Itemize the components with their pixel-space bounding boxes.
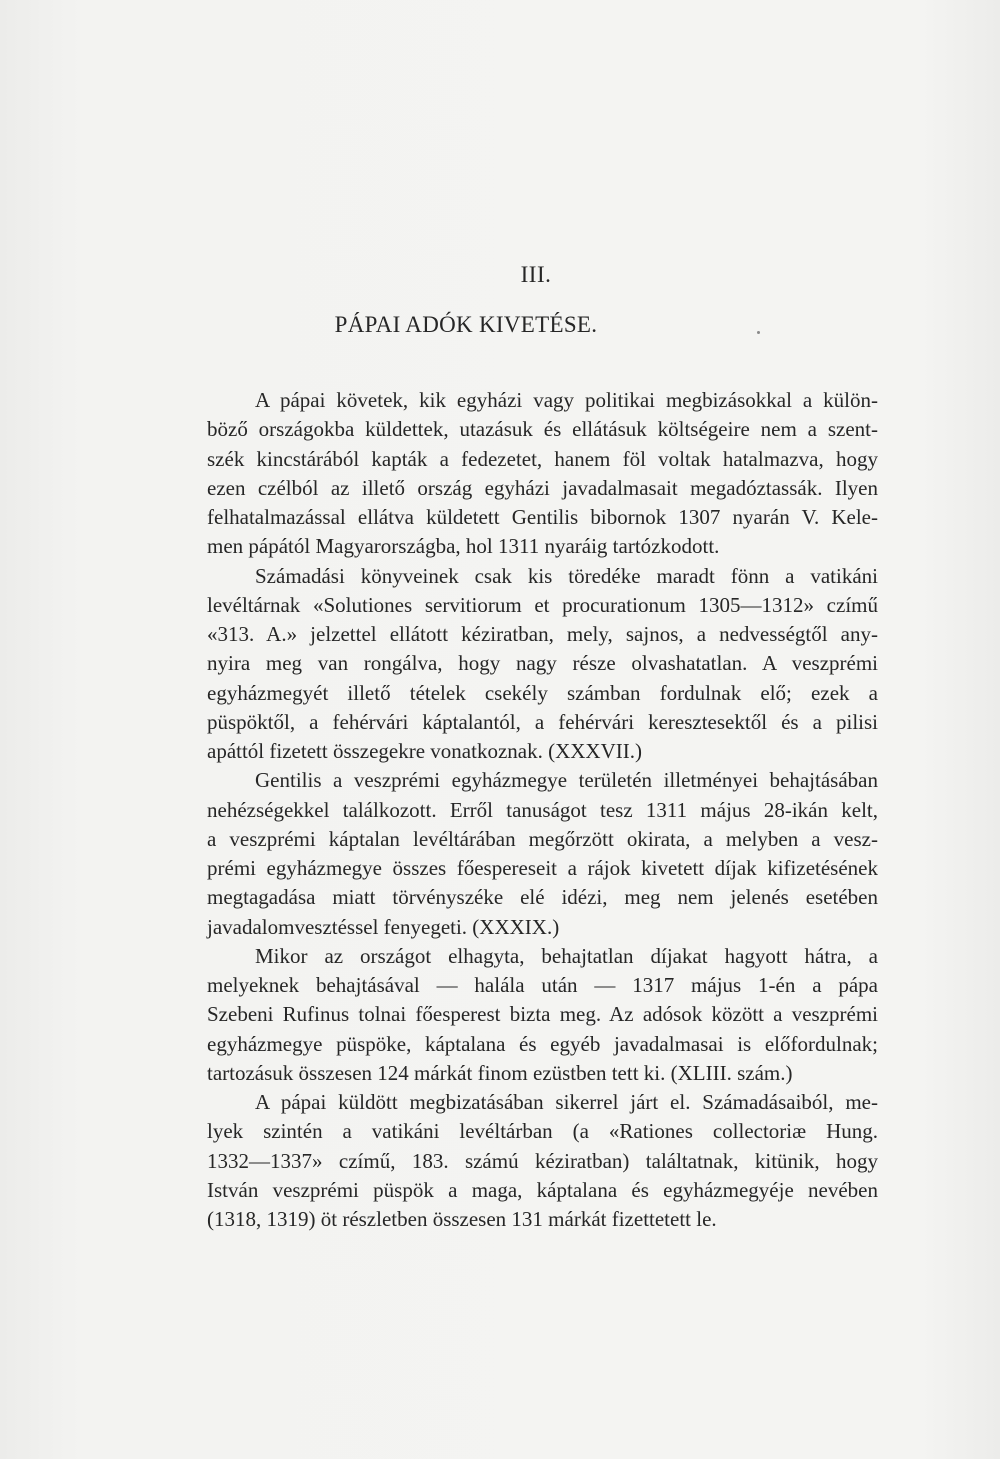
text-line: megtagadása miatt törvényszéke elé idézi, meg nem jelenés esetében	[207, 885, 878, 910]
text-line: prémi egyházmegye összes főespereseit a rájok kivetett díjak kifizetésének	[207, 856, 878, 880]
text-line: javadalomvesztéssel fenyegeti. (XXXIX.)	[207, 914, 560, 939]
paragraph	[207, 562, 878, 767]
text-line: melyeknek behajtásával — halála után — 1317 május 1-én a pápa	[207, 973, 878, 997]
text-line: nehézségekkel találkozott. Erről tanuságot tesz 1311 május 28-ikán kelt,	[207, 797, 878, 822]
text-line: a veszprémi káptalan levéltárában megőrzött okirata, a melyben a vesz-	[207, 826, 878, 851]
paragraph	[207, 942, 878, 1088]
text-line: felhatalmazással ellátva küldetett Gentilis bibornok 1307 nyarán V. Kele-	[207, 505, 878, 529]
paragraph	[207, 386, 878, 562]
text-line: szék kincstárából kapták a fedezetet, hanem föl voltak hatalmazva, hogy	[207, 446, 878, 471]
text-line: nyira meg van rongálva, hogy nagy része olvashatatlan. A veszprémi	[207, 651, 878, 676]
body-text	[207, 386, 878, 1234]
text-line: egyházmegyét illető tételek csekély számban fordulnak elő; ezek a	[207, 680, 878, 705]
text-line: Szebeni Rufinus tolnai főesperest bizta meg. Az adósok között a veszprémi	[207, 1002, 878, 1027]
text-line: A pápai küldött megbizatásában sikerrel járt el. Számadásaiból, me-	[255, 1090, 878, 1114]
text-line: «313. A.» jelzettel ellátott kéziratban, mely, sajnos, a nedvességtől any-	[207, 622, 878, 646]
text-line: István veszprémi püspök a maga, káptalana és egyházmegyéje nevében	[207, 1177, 878, 1202]
text-line: 1332—1337» czímű, 183. számú kéziratban) találtatnak, kitünik, hogy	[207, 1148, 878, 1173]
text-line: püspöktől, a fehérvári káptalantól, a fehérvári keresztesektől és a pilisi	[207, 709, 878, 734]
text-line: A pápai követek, kik egyházi vagy politikai megbizásokkal a külön-	[255, 388, 878, 412]
text-line: levéltárnak «Solutiones servitiorum et procurationum 1305—1312» czímű	[207, 592, 878, 617]
text-line: Mikor az országot elhagyta, behajtatlan díjakat hagyott hátra, a	[255, 943, 878, 968]
chapter-title: PÁPAI ADÓK KIVETÉSE.	[334, 312, 598, 337]
text-line: men pápától Magyarországba, hol 1311 nyaráig tartózkodott.	[207, 534, 720, 559]
text-line: tartozásuk összesen 124 márkát finom ezüstben tett ki. (XLIII. szám.)	[207, 1060, 793, 1085]
text-line: Számadási könyveinek csak kis töredéke maradt fönn a vatikáni	[255, 563, 878, 588]
text-line: apáttól fizetett összegekre vonatkoznak. (XXXVII.)	[207, 739, 642, 763]
text-line: egyházmegye püspöke, káptalana és egyéb javadalmasai is előfordulnak;	[207, 1031, 878, 1056]
text-line: böző országokba küldettek, utazásuk és ellátásuk költségeire nem a szent-	[207, 417, 878, 442]
text-line: lyek szintén a vatikáni levéltárban (a «Rationes collectoriæ Hung.	[207, 1119, 878, 1144]
text-line: ezen czélból az illető ország egyházi javadalmasait megadóztassák. Ilyen	[207, 475, 878, 500]
paragraph	[207, 766, 878, 942]
chapter-number: III.	[520, 262, 552, 287]
text-line: (1318, 1319) öt részletben összesen 131 márkát fizettetett le.	[207, 1207, 717, 1231]
paragraph	[207, 1088, 878, 1234]
text-line: Gentilis a veszprémi egyházmegye területén illetményei behajtásában	[255, 768, 878, 793]
ink-speck	[757, 331, 760, 334]
